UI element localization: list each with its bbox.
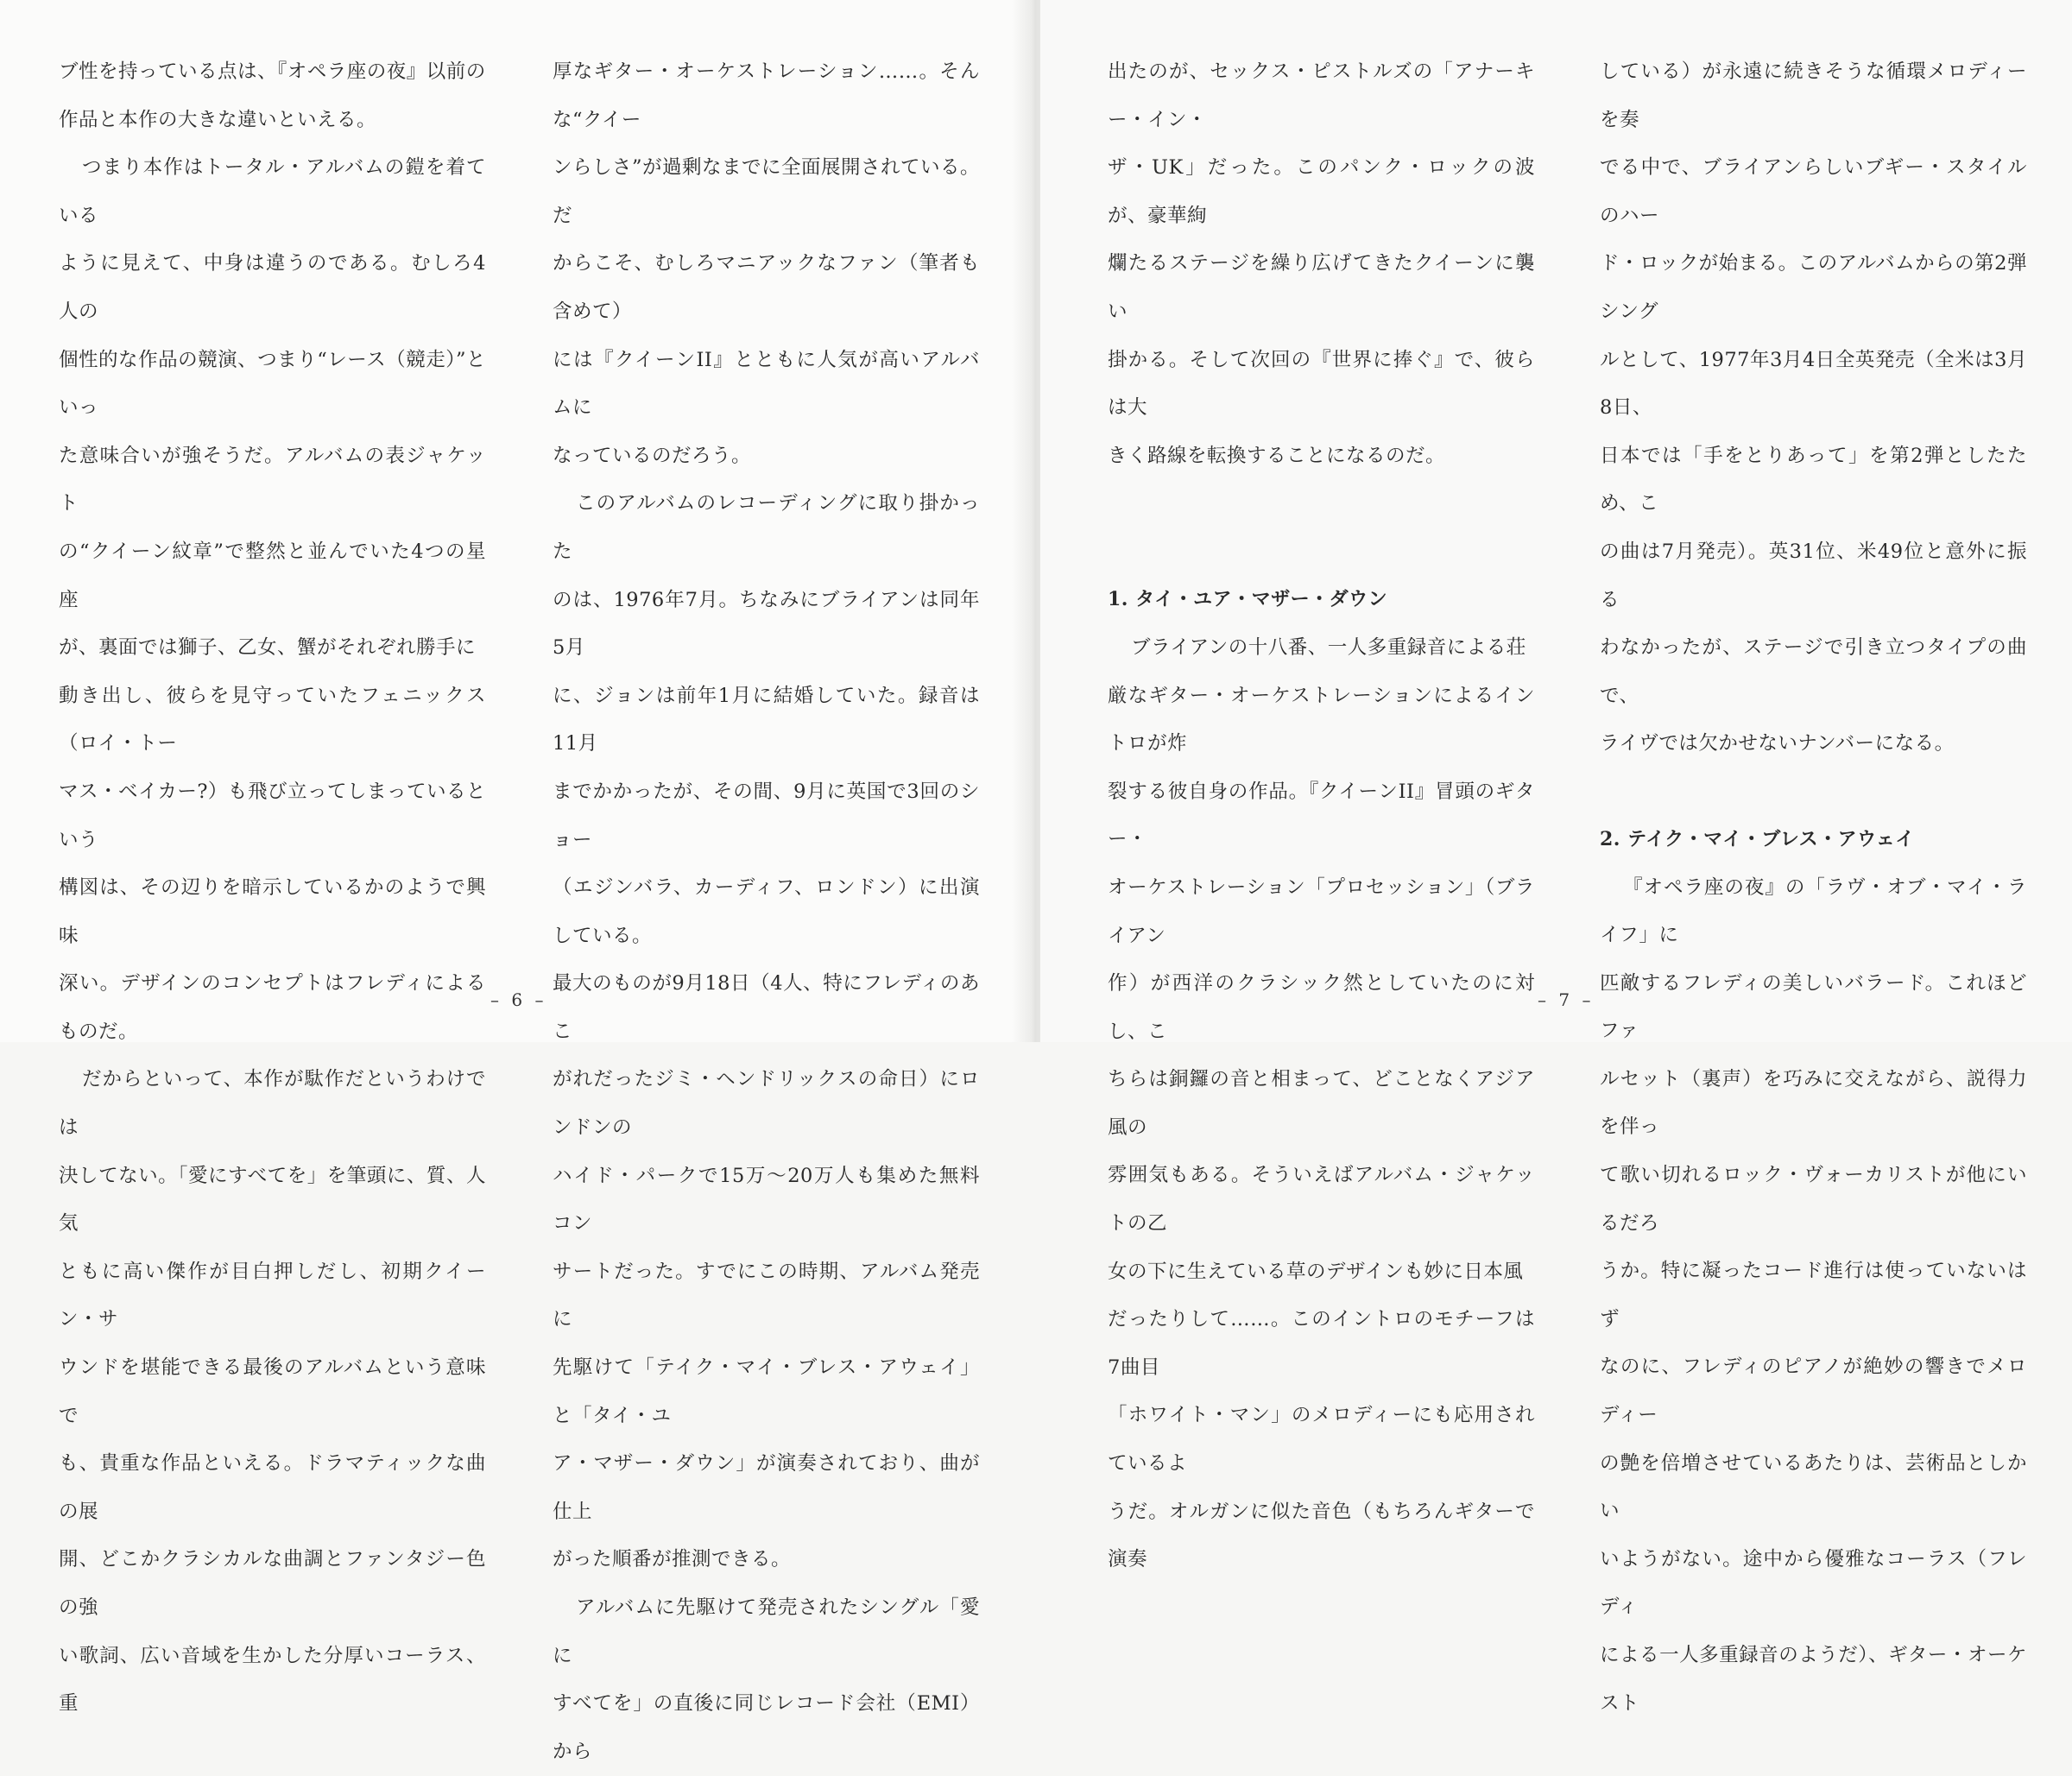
paragraph: アルバムに先駆けて発売されたシングル「愛に すべてを」の直後に同じレコード会社（EMI）から	[553, 1596, 980, 1763]
paragraph: だからといって、本作が駄作だというわけでは 決してない。「愛にすべてを」を筆頭に、質、人気 ともに高い傑作が目白押しだし、初期クイーン・サ ウンドを堪能できる最後のアルバムという意味で も、貴重な作品といえる。ドラマティックな曲の展 開、どこかクラシカルな曲調とファンタジー色の強 い歌詞、広い音域を生かした分厚いコーラス、重	[59, 1068, 486, 1716]
paragraph: 『オペラ座の夜』の「ラヴ・オブ・マイ・ライフ」に 匹敵するフレディの美しいバラード。これほどファ ルセット（裏声）を巧みに交えながら、説得力を伴っ て歌い切れるロック・ヴォーカリストが他にいるだろ うか。特に凝ったコード進行は使っていないはず なのに、フレディのピアノが絶妙の響きでメロディー の艶を倍増させているあたりは、芸術品としかい いようがない。途中から優雅なコーラス（フレディ による一人多重録音のようだ）、ギター・オーケスト	[1600, 875, 2027, 1715]
paragraph: している）が永遠に続きそうな循環メロディーを奏 でる中で、ブライアンらしいブギー・スタイルのハー ド・ロックが始まる。このアルバムからの第2弾シング ルとして、1977年3月4日全英発売（全米は3月8日、 日本では「手をとりあって」を第2弾としたため、こ の曲は7月発売）。英31位、米49位と意外に振る わなかったが、ステージで引き立つタイプの曲で、 ライヴでは欠かせないナンバーになる。	[1600, 60, 2027, 755]
left-page-column-2	[553, 48, 980, 1776]
section-gap	[1600, 768, 2027, 816]
paragraph: 出たのが、セックス・ピストルズの「アナーキー・イン・ ザ・UK」だった。このパンク・ロックの波が、豪華絢 爛たるステージを繰り広げてきたクイーンに襲い 掛かる。そして次回の『世界に捧ぐ』で、彼らは大 きく路線を転換することになるのだ。	[1108, 60, 1535, 467]
paragraph: ブ性を持っている点は、『オペラ座の夜』以前の 作品と本作の大きな違いといえる。	[59, 60, 486, 131]
left-page	[0, 0, 1027, 1763]
paragraph: つまり本作はトータル・アルバムの鎧を着ている ように見えて、中身は違うのである。むしろ4人の 個性的な作品の競演、つまり“レース（競走）”といっ た意味合いが強そうだ。アルバムの表ジャケット の“クイーン紋章”で整然と並んでいた4つの星座 が、裏面では獅子、乙女、蟹がそれぞれ勝手に 動き出し、彼らを見守っていたフェニックス（ロイ・トー マス・ベイカー?）も飛び立ってしまっているという 構図は、その辺りを暗示しているかのようで興味 深い。デザインのコンセプトはフレディによるものだ。	[59, 156, 486, 1043]
section-gap	[1108, 480, 1535, 576]
paragraph: 厚なギター・オーケストレーション……。そんな“クイー ンらしさ”が過剰なまでに全面展開されている。だ からこそ、むしろマニアックなファン（筆者も含めて） には『クイーンII』とともに人気が高いアルバムに なっているのだろう。	[553, 60, 981, 467]
page-number-7: – 7 –	[1538, 989, 1595, 1010]
track-heading-2: 2. テイク・マイ・ブレス・アウェイ	[1600, 827, 1915, 850]
paragraph: ブライアンの十八番、一人多重録音による荘 厳なギター・オーケストレーションによるイントロが炸 裂する彼自身の作品。『クイーンII』冒頭のギター・ オーケストレーション「プロセッション」（ブライアン 作）が西洋のクラシック然としていたのに対し、こ ちらは銅鑼の音と相まって、どことなくアジア風の 雰囲気もある。そういえばアルバム・ジャケットの乙 女の下に生えている草のデザインも妙に日本風 だったりして……。このイントロのモチーフは7曲目 「ホワイト・マン」のメロディーにも応用されているよ うだ。オルガンに似た音色（もちろんギターで演奏	[1108, 635, 1535, 1571]
page-number-6: – 6 –	[490, 989, 547, 1010]
right-page-column-1	[1108, 48, 1535, 1584]
left-page-column-1	[59, 48, 486, 1729]
right-page-column-2	[1600, 48, 2027, 1728]
track-heading-1: 1. タイ・ユア・マザー・ダウン	[1108, 588, 1388, 611]
paragraph: このアルバムのレコーディングに取り掛かった のは、1976年7月。ちなみにブライアンは同年5月 に、ジョンは前年1月に結婚していた。録音は11月 までかかったが、その間、9月に英国で3回のショー （エジンバラ、カーディフ、ロンドン）に出演している。 最大のものが9月18日（4人、特にフレディのあこ がれだったジミ・ヘンドリックスの命日）にロンドンの ハイド・パークで15万〜20万人も集めた無料コン サートだった。すでにこの時期、アルバム発売に 先駆けて「テイク・マイ・ブレス・アウェイ」と「タイ・ユ ア・マザー・ダウン」が演奏されており、曲が仕上 がった順番が推測できる。	[553, 492, 980, 1571]
